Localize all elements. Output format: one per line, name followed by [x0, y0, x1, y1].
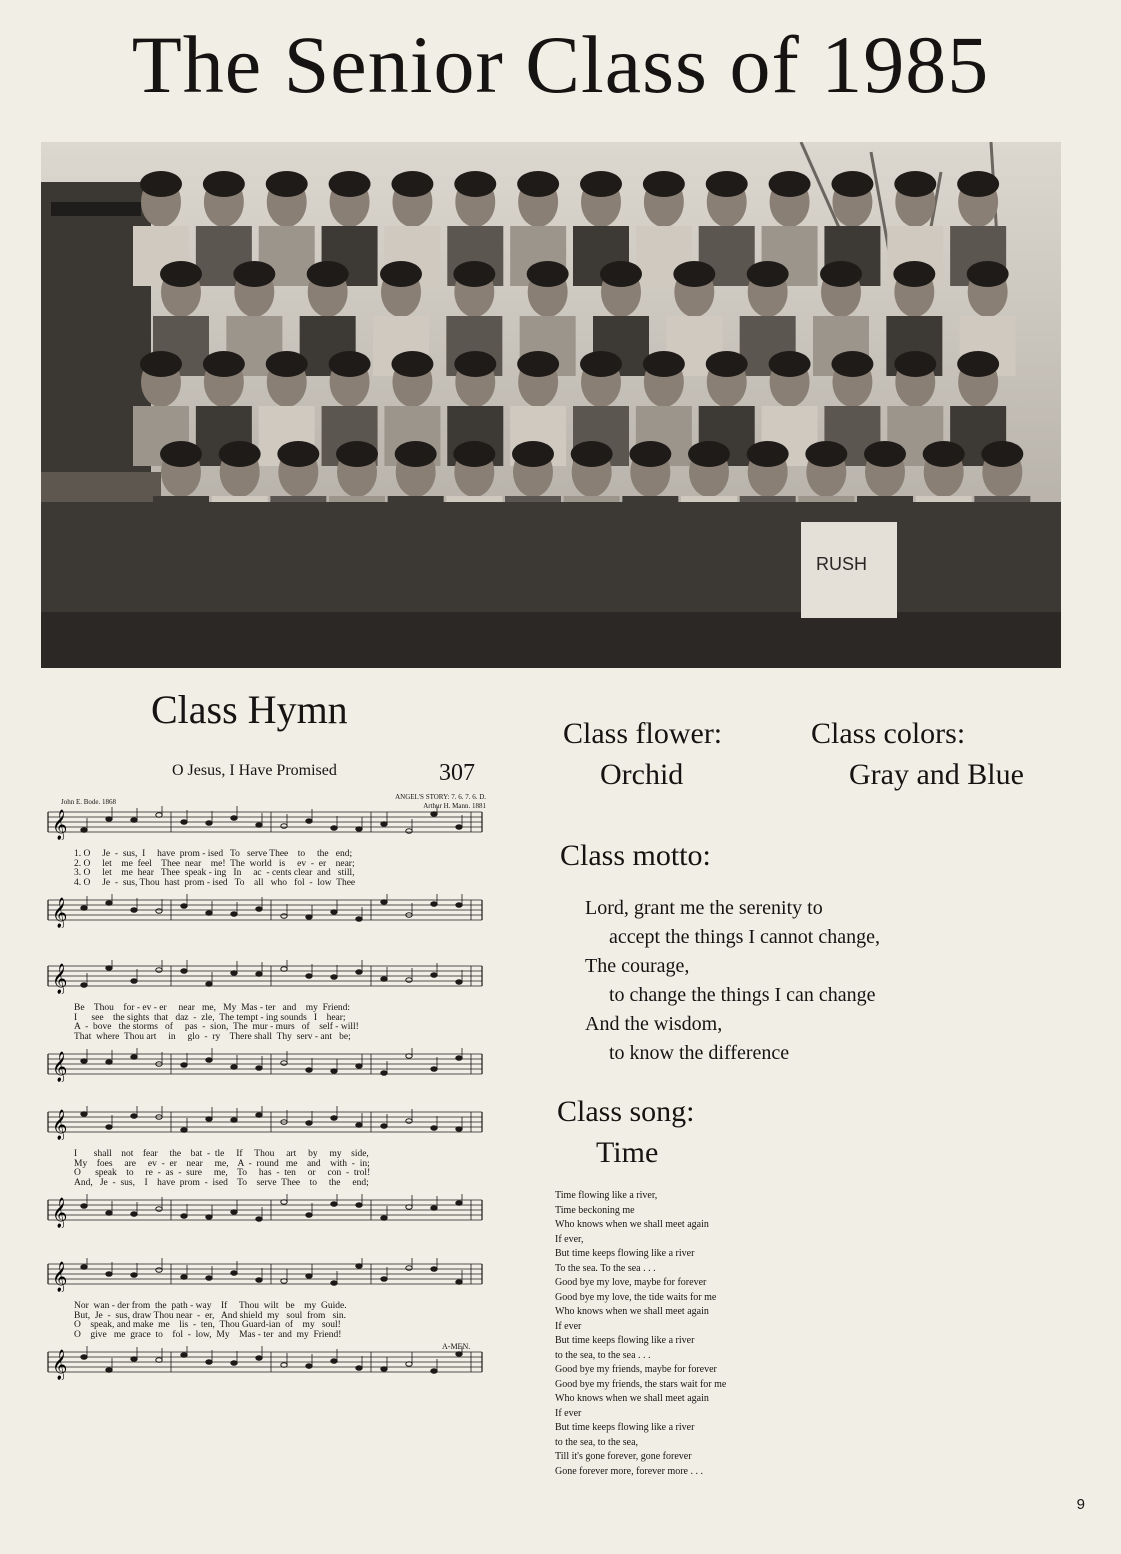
note-head: [156, 968, 162, 973]
song-line: Who knows when we shall meet again: [555, 1306, 709, 1317]
song-line: Who knows when we shall meet again: [555, 1393, 709, 1404]
motto-line: to know the difference: [609, 1042, 790, 1064]
treble-staff: [44, 1258, 486, 1296]
song-line: Good bye my friends, the stars wait for me: [555, 1378, 727, 1390]
note-head: [131, 979, 137, 984]
class-colors-label: Class colors:: [811, 717, 966, 750]
note-head: [431, 1067, 437, 1072]
note-head: [331, 826, 337, 831]
note-head: [106, 1272, 112, 1277]
note-head: [456, 1201, 462, 1206]
song-line: Gone forever more, forever more . . .: [555, 1465, 703, 1477]
note-head: [356, 1203, 362, 1208]
lyric-line: I shall not fear the bat - tle If Thou art by my side,: [74, 1149, 369, 1159]
note-head: [256, 823, 262, 828]
note-head: [81, 1265, 87, 1270]
note-head: [106, 966, 112, 971]
song-line: To the sea. To the sea . . .: [555, 1262, 656, 1274]
motto-line: accept the things I cannot change,: [609, 926, 880, 948]
note-head: [281, 1061, 287, 1066]
hymn-tune-meter: ANGEL'S STORY: 7. 6. 7. 6. D.: [395, 793, 486, 801]
note-head: [131, 908, 137, 913]
note-head: [331, 1116, 337, 1121]
note-head: [431, 812, 437, 817]
note-head: [206, 1215, 212, 1220]
note-head: [306, 1068, 312, 1073]
song-line: But time keeps flowing like a river: [555, 1335, 695, 1346]
note-head: [431, 1206, 437, 1211]
lyric-line: But, Je - sus, draw Thou near - er, And shield my soul from sin.: [74, 1310, 347, 1321]
note-head: [206, 911, 212, 916]
note-head: [206, 1058, 212, 1063]
lyric-line: O give me grace to fol - low, My Mas - ter and my Friend!: [74, 1329, 342, 1340]
note-head: [256, 907, 262, 912]
song-line: Good bye my love, the tide waits for me: [555, 1291, 717, 1303]
note-head: [231, 971, 237, 976]
lyric-line: 3. O let me hear Thee speak - ing In ac - cents clear and still,: [74, 868, 355, 878]
note-head: [106, 1368, 112, 1373]
class-song-label: Class song:: [557, 1095, 695, 1128]
note-head: [156, 1207, 162, 1212]
note-head: [106, 817, 112, 822]
hymn-lyrics: [44, 1150, 486, 1188]
note-head: [431, 1267, 437, 1272]
note-head: [206, 1276, 212, 1281]
note-head: [106, 1125, 112, 1130]
lyric-line: O speak, and make me lis - ten, Thou Guard-ian of my soul!: [74, 1320, 341, 1330]
note-head: [131, 1055, 137, 1060]
note-head: [406, 1266, 412, 1271]
hymn-number: 307: [439, 760, 475, 786]
treble-staff: [44, 960, 486, 998]
note-head: [81, 1059, 87, 1064]
note-head: [181, 820, 187, 825]
page-title: The Senior Class of 1985: [131, 19, 990, 110]
note-head: [181, 969, 187, 974]
note-head: [231, 816, 237, 821]
note-head: [356, 1366, 362, 1371]
note-head: [456, 1280, 462, 1285]
music-staff: [44, 1194, 486, 1228]
class-colors-value: Gray and Blue: [849, 758, 1024, 791]
song-line: If ever: [555, 1407, 582, 1419]
treble-clef-icon: 𝄞: [52, 1198, 68, 1228]
note-head: [131, 1273, 137, 1278]
class-group-photo: [41, 142, 1061, 668]
hymn-lyrics: [44, 1302, 486, 1340]
note-head: [306, 1213, 312, 1218]
note-head: [356, 1064, 362, 1069]
class-song-title: Time: [596, 1136, 659, 1169]
note-head: [456, 1352, 462, 1357]
note-head: [206, 821, 212, 826]
bass-staff: [44, 1048, 486, 1086]
lyric-line: My foes are ev - er near me, A - round me and with - in;: [74, 1158, 370, 1169]
note-head: [331, 1359, 337, 1364]
note-head: [81, 906, 87, 911]
lyric-line: 1. O Je - sus, I have prom - ised To serve Thee to the end;: [74, 849, 353, 859]
treble-staff: [44, 806, 486, 844]
music-staff: [44, 1346, 486, 1380]
note-head: [231, 912, 237, 917]
note-head: [331, 1202, 337, 1207]
song-line: Time beckoning me: [555, 1204, 635, 1216]
note-head: [331, 1069, 337, 1074]
note-head: [256, 1217, 262, 1222]
note-head: [381, 900, 387, 905]
note-head: [431, 1369, 437, 1374]
lyric-line: That where Thou art in glo - ry There shall Thy serv - ant be;: [74, 1031, 351, 1042]
note-head: [356, 1123, 362, 1128]
hymn-lyrics: [44, 850, 486, 888]
lyric-line: Be Thou for - ev - er near me, My Mas - ter and my Friend:: [74, 1003, 351, 1013]
bass-staff: [44, 1346, 486, 1384]
note-head: [81, 983, 87, 988]
class-flower-value: Orchid: [600, 758, 684, 791]
hymn-system: [44, 806, 486, 932]
amen-label: A-MEN.: [442, 1342, 471, 1351]
song-line: Who knows when we shall meet again: [555, 1219, 709, 1230]
music-staff: [44, 960, 486, 994]
music-staff: [44, 1106, 486, 1140]
note-head: [231, 1210, 237, 1215]
note-head: [256, 1356, 262, 1361]
note-head: [406, 978, 412, 983]
note-head: [356, 1264, 362, 1269]
lyric-line: 4. O Je - sus, Thou hast prom - ised To all who fol - low Thee: [74, 877, 356, 888]
hymn-system: [44, 960, 486, 1086]
treble-clef-icon: 𝄞: [52, 1262, 68, 1292]
note-head: [231, 1361, 237, 1366]
hymn-heading: Class Hymn: [151, 687, 348, 732]
note-head: [206, 1360, 212, 1365]
song-line: But time keeps flowing like a river: [555, 1248, 695, 1259]
motto-line: Lord, grant me the serenity to: [585, 897, 823, 919]
hymn-tune-composer: Arthur H. Mann. 1881: [423, 802, 486, 810]
music-staff: [44, 894, 486, 928]
note-head: [306, 1274, 312, 1279]
treble-clef-icon: 𝄞: [52, 964, 68, 994]
note-head: [381, 1124, 387, 1129]
song-line: Good bye my love, maybe for forever: [555, 1277, 707, 1288]
note-head: [331, 1281, 337, 1286]
note-head: [231, 1271, 237, 1276]
note-head: [456, 980, 462, 985]
note-head: [256, 972, 262, 977]
note-head: [206, 1117, 212, 1122]
lyric-line: 2. O let me feel Thee near me! The world is ev - er near;: [74, 858, 355, 869]
note-head: [431, 902, 437, 907]
hymn-author: John E. Bode. 1868: [61, 798, 117, 806]
note-head: [106, 1060, 112, 1065]
note-head: [456, 903, 462, 908]
motto-line: And the wisdom,: [585, 1013, 723, 1035]
hymn-system: [44, 1106, 486, 1232]
hymn-title: O Jesus, I Have Promised: [172, 762, 337, 779]
note-head: [81, 1112, 87, 1117]
lyric-line: I see the sights that daz - zle, The tempt - ing sounds I hear;: [74, 1012, 346, 1023]
song-line: to the sea, to the sea . . .: [555, 1349, 651, 1361]
note-head: [331, 975, 337, 980]
note-head: [381, 977, 387, 982]
lyric-line: O speak to re - as - sure me, To has - ten or con - trol!: [74, 1168, 371, 1178]
note-head: [306, 974, 312, 979]
note-head: [131, 1357, 137, 1362]
note-head: [231, 1118, 237, 1123]
note-head: [181, 1063, 187, 1068]
treble-clef-icon: 𝄞: [52, 1052, 68, 1082]
treble-staff: [44, 1106, 486, 1144]
page-number: 9: [1076, 1496, 1085, 1513]
note-head: [281, 824, 287, 829]
note-head: [206, 982, 212, 987]
note-head: [431, 973, 437, 978]
song-line: If ever: [555, 1320, 582, 1332]
treble-clef-icon: 𝄞: [52, 1110, 68, 1140]
motto-line: to change the things I can change: [609, 984, 876, 1006]
note-head: [181, 1214, 187, 1219]
note-head: [131, 1114, 137, 1119]
music-staff: [44, 806, 486, 840]
song-line: to the sea, to the sea,: [555, 1436, 639, 1448]
shirt-text: RUSH: [816, 554, 868, 574]
note-head: [381, 822, 387, 827]
note-head: [106, 901, 112, 906]
note-head: [431, 1126, 437, 1131]
note-head: [381, 1277, 387, 1282]
note-head: [406, 1119, 412, 1124]
note-head: [131, 818, 137, 823]
photo-illustration: [41, 142, 1061, 668]
note-head: [256, 1113, 262, 1118]
note-head: [81, 1355, 87, 1360]
note-head: [306, 1364, 312, 1369]
treble-clef-icon: 𝄞: [52, 810, 68, 840]
bass-staff: [44, 894, 486, 932]
class-flower-label: Class flower:: [563, 717, 723, 750]
note-head: [281, 914, 287, 919]
song-line: If ever,: [555, 1233, 584, 1245]
class-motto-label: Class motto:: [560, 839, 711, 872]
note-head: [331, 910, 337, 915]
lyric-line: A - bove the storms of pas - sion, The mur - murs of self - will!: [74, 1022, 359, 1032]
note-head: [81, 828, 87, 833]
song-line: Good bye my friends, maybe for forever: [555, 1364, 717, 1375]
music-staff: [44, 1048, 486, 1082]
note-head: [81, 1204, 87, 1209]
song-line: But time keeps flowing like a river: [555, 1422, 695, 1433]
song-line: Time flowing like a river,: [555, 1190, 658, 1201]
note-head: [381, 1367, 387, 1372]
note-head: [106, 1211, 112, 1216]
note-head: [356, 917, 362, 922]
lyric-line: Nor wan - der from the path - way If Thou wilt be my Guide.: [74, 1301, 347, 1311]
note-head: [356, 827, 362, 832]
note-head: [181, 904, 187, 909]
bass-staff: [44, 1194, 486, 1232]
note-head: [181, 1353, 187, 1358]
note-head: [456, 1127, 462, 1132]
note-head: [356, 970, 362, 975]
note-head: [256, 1278, 262, 1283]
motto-line: The courage,: [585, 955, 690, 977]
note-head: [306, 819, 312, 824]
note-head: [406, 829, 412, 834]
note-head: [456, 825, 462, 830]
note-head: [231, 1065, 237, 1070]
lyric-line: And, Je - sus, I have prom - ised To serve Thee to the end;: [74, 1177, 369, 1188]
note-head: [306, 915, 312, 920]
treble-clef-icon: 𝄞: [52, 898, 68, 928]
note-head: [306, 1121, 312, 1126]
music-staff: [44, 1258, 486, 1292]
treble-clef-icon: 𝄞: [52, 1350, 68, 1380]
note-head: [156, 909, 162, 914]
note-head: [381, 1216, 387, 1221]
note-head: [381, 1071, 387, 1076]
note-head: [156, 1268, 162, 1273]
song-line: Till it's gone forever, gone forever: [555, 1451, 692, 1462]
hymn-lyrics: [44, 1004, 486, 1042]
hymn-system: [44, 1258, 486, 1384]
note-head: [131, 1212, 137, 1217]
note-head: [256, 1066, 262, 1071]
note-head: [181, 1275, 187, 1280]
note-head: [181, 1128, 187, 1133]
note-head: [456, 1056, 462, 1061]
